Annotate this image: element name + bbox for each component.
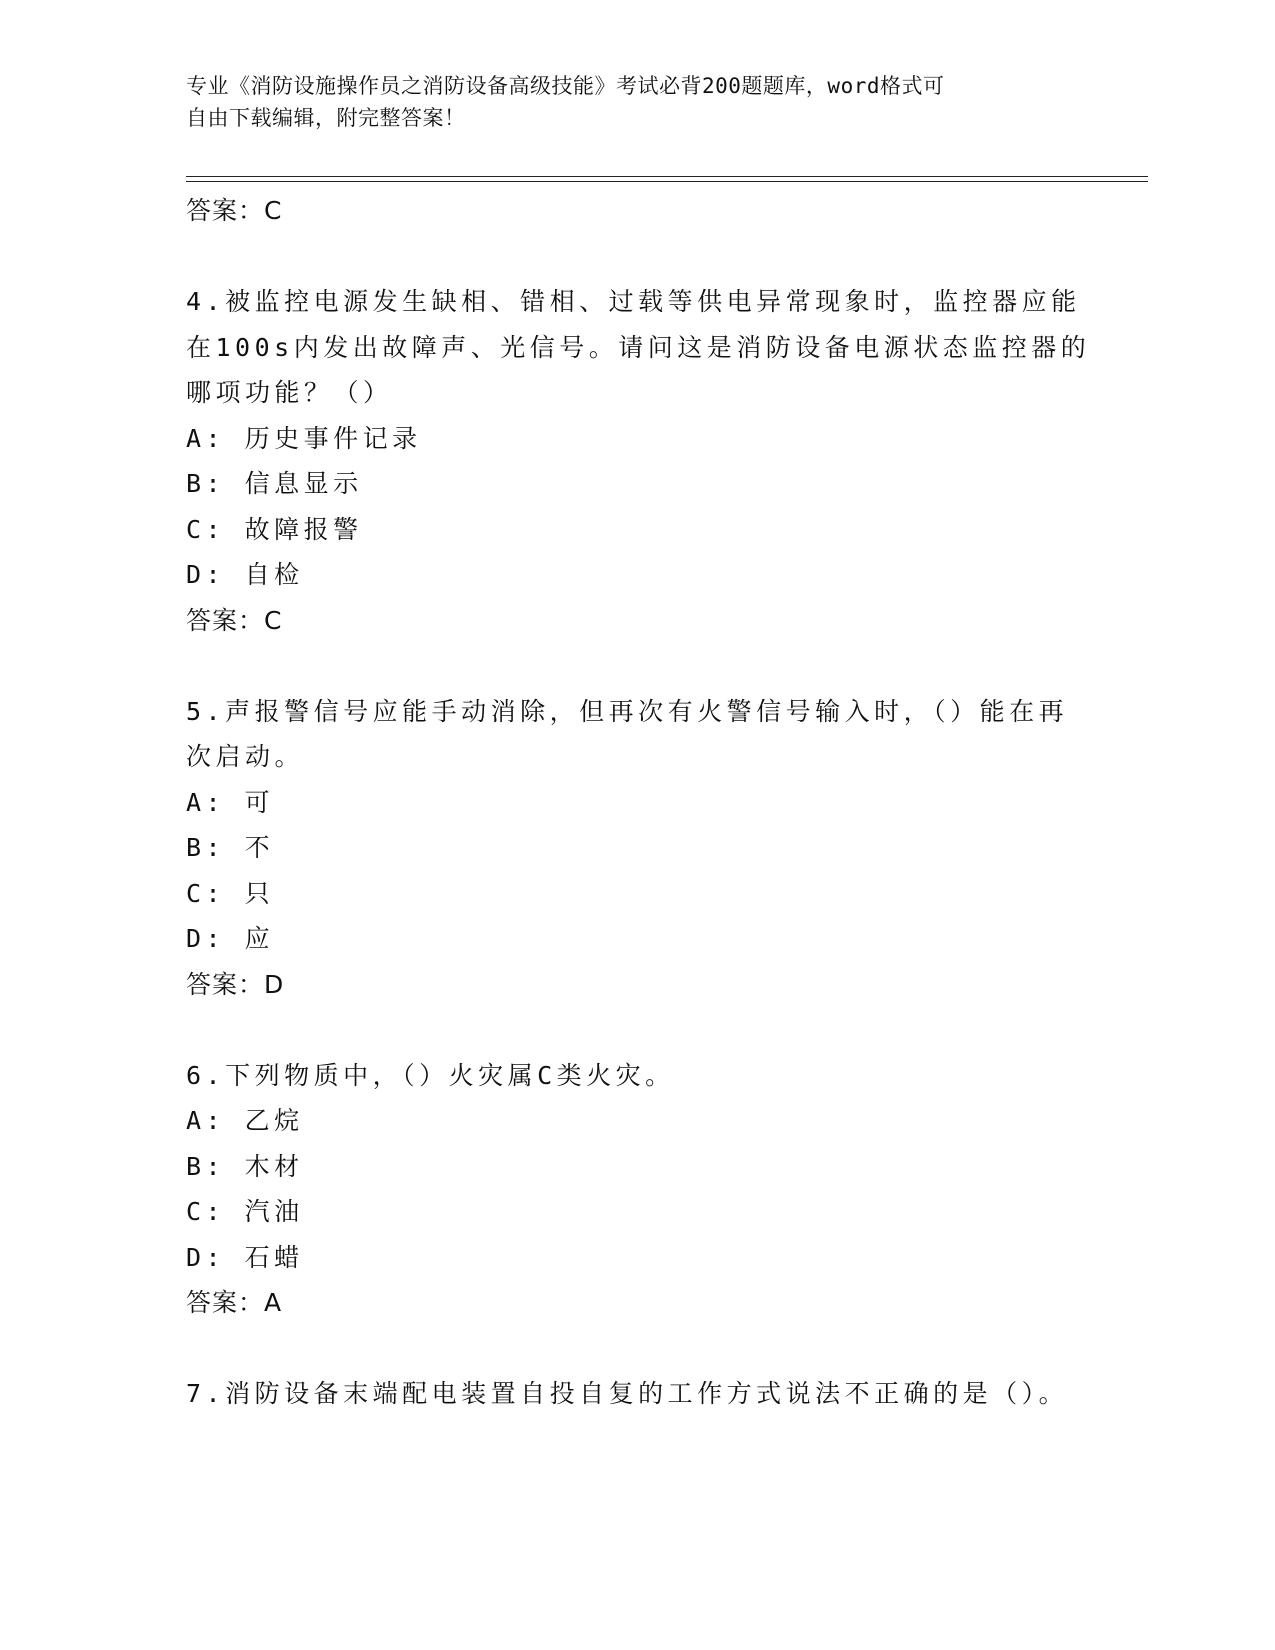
answer-q3: 答案：C xyxy=(186,196,283,225)
option-b: B: 信息显示 xyxy=(186,469,363,498)
question-text-line: 哪项功能？（） xyxy=(186,378,393,407)
spacer xyxy=(186,1007,1086,1053)
question-6 xyxy=(186,1053,1086,1326)
spacer xyxy=(186,1326,1086,1372)
option-c: C: 故障报警 xyxy=(186,514,363,544)
question-text-line: 7.消防设备末端配电装置自投自复的工作方式说法不正确的是（）。 xyxy=(186,1379,1069,1408)
document-body xyxy=(186,188,1091,1417)
option-a: A: 可 xyxy=(186,787,275,817)
question-5 xyxy=(186,689,1086,1008)
answer-q5: 答案：D xyxy=(186,969,285,999)
question-4 xyxy=(186,279,1091,643)
option-a: A: 历史事件记录 xyxy=(186,423,422,453)
document-header xyxy=(186,70,1066,134)
question-text-line: 4.被监控电源发生缺相、错相、过载等供电异常现象时，监控器应能 xyxy=(186,287,1081,316)
question-text-line: 5.声报警信号应能手动消除，但再次有火警信号输入时，（）能在再 xyxy=(186,696,1069,726)
header-rule-bottom xyxy=(186,181,1148,182)
option-c: C: 只 xyxy=(186,878,275,908)
option-d: D: 应 xyxy=(186,924,275,953)
option-c: C: 汽油 xyxy=(186,1197,304,1226)
header-rule-top xyxy=(186,176,1148,177)
spacer xyxy=(186,643,1086,689)
question-7 xyxy=(186,1371,1086,1417)
header-line-2: 自由下载编辑，附完整答案！ xyxy=(186,106,466,130)
answer-q6: 答案：A xyxy=(186,1288,283,1317)
answer-q4: 答案：C xyxy=(186,605,283,635)
spacer xyxy=(186,234,1086,280)
question-text-line: 次启动。 xyxy=(186,742,305,771)
option-d: D: 石蜡 xyxy=(186,1242,304,1272)
option-a: A: 乙烷 xyxy=(186,1106,304,1135)
option-d: D: 自检 xyxy=(186,560,304,589)
question-text-line: 6.下列物质中，（）火灾属C类火灾。 xyxy=(186,1060,675,1090)
option-b: B: 木材 xyxy=(186,1151,304,1181)
question-text-line: 在100s内发出故障声、光信号。请问这是消防设备电源状态监控器的 xyxy=(186,332,1091,362)
header-line-1: 专业《消防设施操作员之消防设备高级技能》考试必背200题题库，word格式可 xyxy=(186,74,945,98)
option-b: B: 不 xyxy=(186,833,275,862)
